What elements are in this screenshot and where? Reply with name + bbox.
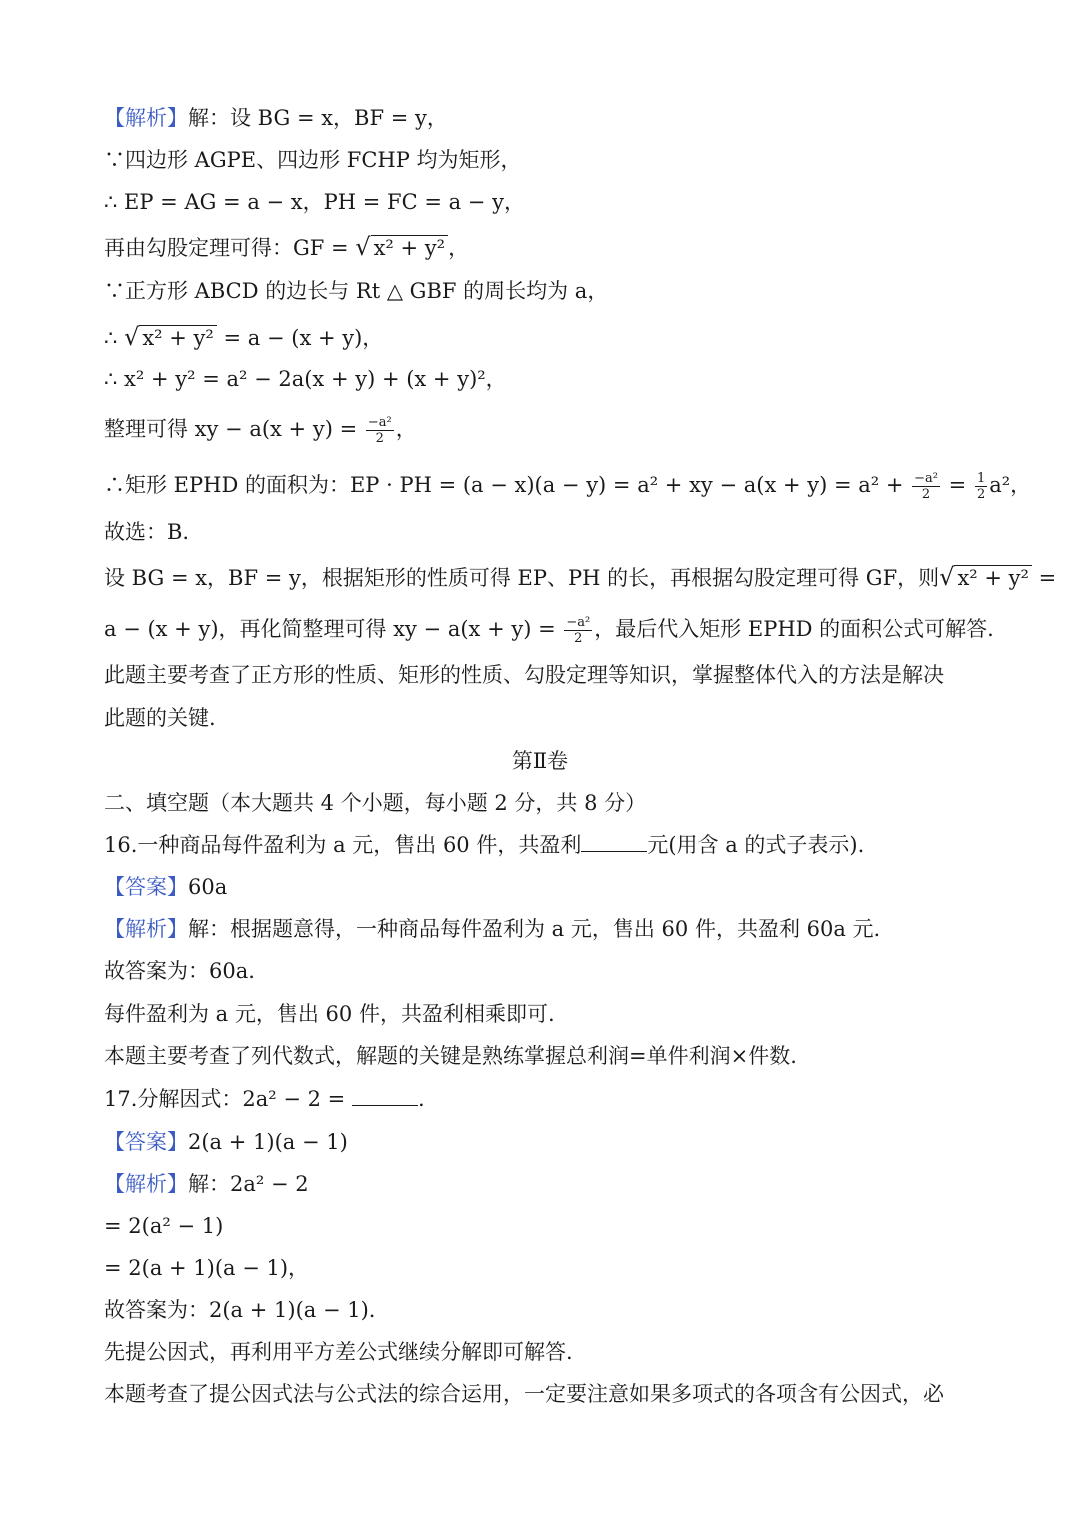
prev-analysis-line-1 xyxy=(104,97,984,139)
q17-step-1: = 2(a² − 1) xyxy=(104,1214,224,1238)
section-heading: 二、填空题（本大题共 4 个小题，每小题 2 分，共 8 分） xyxy=(104,791,647,815)
fraction-denominator: 2 xyxy=(574,631,583,646)
q17-hint: 先提公因式，再利用平方差公式继续分解即可解答. xyxy=(104,1340,573,1364)
prev-analysis-line-5: ∵正方形 ABCD 的边长与 Rt △ GBF 的周长均为 a， xyxy=(104,279,609,303)
sqrt-radicand: x² + y² xyxy=(954,565,1032,590)
q16-stem-pre: 16.一种商品每件盈利为 a 元，售出 60 件，共盈利 xyxy=(104,833,582,857)
answer-tag: 【答案】 xyxy=(104,875,188,899)
prev-line-12-pre: a − (x + y)，再化简整理可得 xy − a(x + y) = xyxy=(104,617,563,641)
prev-line-11-post: = xyxy=(1031,566,1057,590)
q16-stem xyxy=(104,824,984,866)
fraction xyxy=(912,471,940,502)
q17-stem-pre: 17.分解因式：2a² − 2 = xyxy=(104,1087,352,1111)
sqrt-expression xyxy=(355,226,448,269)
analysis-tag: 【解析】 xyxy=(104,917,188,941)
answer-blank xyxy=(581,825,647,852)
q17-analysis-text: 解：2a² − 2 xyxy=(188,1172,309,1196)
prev-analysis-line-14: 此题的关键. xyxy=(104,706,216,730)
q17-stem-post: . xyxy=(417,1087,425,1111)
prev-line-9-mid: = xyxy=(941,473,973,497)
prev-line-11-pre: 设 BG = x，BF = y，根据矩形的性质可得 EP、PH 的长，再根据勾股定理可得 GF，则 xyxy=(104,566,940,590)
fraction xyxy=(975,471,987,502)
prev-line-8-pre: 整理可得 xy − a(x + y) = xyxy=(104,417,364,441)
analysis-tag: 【解析】 xyxy=(104,106,188,130)
q16-hint: 每件盈利为 a 元，售出 60 件，共盈利相乘即可. xyxy=(104,1002,555,1026)
fraction-numerator: 1 xyxy=(976,471,986,486)
prev-analysis-line-4 xyxy=(104,226,984,268)
prev-analysis-line-6 xyxy=(104,316,984,358)
q17-final: 故答案为：2(a + 1)(a − 1). xyxy=(104,1298,376,1322)
fraction-denominator: 2 xyxy=(921,487,931,502)
sqrt-expression xyxy=(124,316,217,359)
prev-analysis-line-2: ∵四边形 AGPE、四边形 FCHP 均为矩形， xyxy=(104,148,522,172)
prev-analysis-line-8 xyxy=(104,408,984,450)
q17-analysis xyxy=(104,1163,984,1205)
q17-answer-value: 2(a + 1)(a − 1) xyxy=(188,1130,348,1154)
q17-answer xyxy=(104,1121,984,1163)
prev-line-4-post: ， xyxy=(448,236,470,260)
prev-analysis-line-7: ∴ x² + y² = a² − 2a(x + y) + (x + y)²， xyxy=(104,367,507,391)
fraction-denominator: 2 xyxy=(976,487,986,502)
prev-analysis-line-10: 故选：B. xyxy=(104,520,190,544)
fraction xyxy=(564,615,592,646)
q16-analysis xyxy=(104,908,984,950)
fraction xyxy=(366,415,394,446)
fraction-numerator: −a² xyxy=(914,471,938,486)
q16-comment: 本题主要考查了列代数式，解题的关键是熟练掌握总利润=单件利润×件数. xyxy=(104,1044,797,1068)
q16-answer xyxy=(104,866,984,908)
sqrt-expression xyxy=(939,556,1032,599)
q16-analysis-text: 解：根据题意得，一种商品每件盈利为 a 元，售出 60 件，共盈利 60a 元. xyxy=(188,917,881,941)
prev-line-6-pre: ∴ xyxy=(104,326,125,350)
answer-tag: 【答案】 xyxy=(104,1130,188,1154)
fraction-numerator: −a² xyxy=(367,415,392,430)
analysis-tag: 【解析】 xyxy=(104,1172,188,1196)
fraction-numerator: −a² xyxy=(566,615,591,630)
prev-analysis-line-11 xyxy=(104,556,1057,598)
answer-blank xyxy=(352,1079,418,1106)
q17-step-2: = 2(a + 1)(a − 1)， xyxy=(104,1256,310,1280)
prev-analysis-line-3: ∴ EP = AG = a − x，PH = FC = a − y， xyxy=(104,190,525,214)
q16-stem-post: 元(用含 a 的式子表示). xyxy=(647,833,865,857)
sqrt-radicand: x² + y² xyxy=(371,235,449,260)
prev-line-8-post: ， xyxy=(395,417,417,441)
sqrt-icon: √ xyxy=(355,233,371,261)
prev-analysis-line-12 xyxy=(104,608,994,650)
prev-line-9-pre: ∴矩形 EPHD 的面积为：EP · PH = (a − x)(a − y) = a² + xy − a(x + y) = a² + xyxy=(104,473,911,497)
q16-final: 故答案为：60a. xyxy=(104,959,255,983)
fraction-denominator: 2 xyxy=(375,431,384,446)
q16-answer-value: 60a xyxy=(188,875,228,899)
prev-line-4-pre: 再由勾股定理可得：GF = xyxy=(104,236,356,260)
sqrt-icon: √ xyxy=(124,323,140,351)
prev-line-9-post: a²， xyxy=(989,473,1032,497)
sqrt-radicand: x² + y² xyxy=(139,325,217,350)
prev-analysis-line-9 xyxy=(104,464,1032,506)
sqrt-icon: √ xyxy=(939,563,955,591)
section-title: 第Ⅱ卷 xyxy=(511,749,569,773)
q17-stem xyxy=(104,1078,984,1120)
q17-comment: 本题考查了提公因式法与公式法的综合运用，一定要注意如果多项式的各项含有公因式，必 xyxy=(104,1382,944,1406)
prev-line-12-post: ，最后代入矩形 EPHD 的面积公式可解答. xyxy=(594,617,994,641)
prev-analysis-line-13: 此题主要考查了正方形的性质、矩形的性质、勾股定理等知识，掌握整体代入的方法是解决 xyxy=(104,663,944,687)
prev-line-1-text: 解：设 BG = x，BF = y， xyxy=(188,106,448,130)
prev-line-6-post: = a − (x + y)， xyxy=(216,326,384,350)
